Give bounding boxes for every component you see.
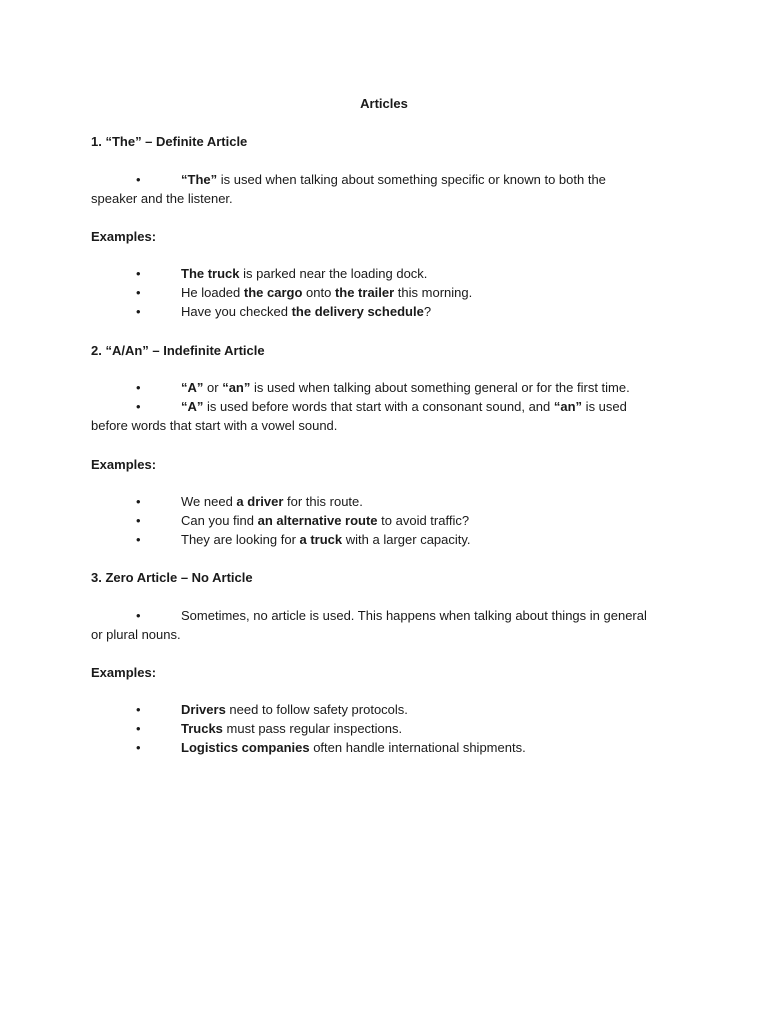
bullet-icon: • <box>136 266 141 281</box>
bullet-icon: • <box>136 513 141 528</box>
section-3-rule: • Sometimes, no article is used. This happens when talking about things in general or plural nouns. <box>91 608 647 642</box>
bullet-icon: • <box>136 608 141 623</box>
document-page: Articles 1. “The” – Definite Article • “The” is used when talking about something specific or known to both the speaker and the listener. Examples: • The truck is parked near the loading dock. • He loaded the cargo onto the trailer this morning. • Have you checked the delivery schedule? 2. “A/An” – Indefinite Article • “A” or “an” is used when talking about something general or for the first time. • “A” is used before words that start with a consonant sound, and “an” is used before words that start with a vowel sound. Examples: • We need a driver for this route. • Can you find an alternative route to avoid traffic? • They are looking for a truck with a larger capacity. 3. Zero Article – No Article • Sometimes, no article is used. This happens when talking about things in general or plural nouns. Examples: • Drivers need to follow safety protocols. • Trucks must pass regular inspections. • Logistics companies often handle international shipments. <box>0 0 768 1024</box>
bullet-icon: • <box>136 702 141 717</box>
bullet-icon: • <box>136 172 141 187</box>
section-1-examples-label: Examples: <box>91 229 157 244</box>
bullet-icon: • <box>136 304 141 319</box>
section-2-rule-1: • “A” or “an” is used when talking about something general or for the first time. <box>136 380 630 395</box>
section-3-heading: 3. Zero Article – No Article <box>91 570 253 585</box>
bullet-icon: • <box>136 380 141 395</box>
section-2-rule-2: • “A” is used before words that start with a consonant sound, and “an” is used before words that start with a vowel sound. <box>91 399 627 433</box>
bullet-icon: • <box>136 721 141 736</box>
bullet-icon: • <box>136 532 141 547</box>
bullet-icon: • <box>136 285 141 300</box>
section-1-rule: • “The” is used when talking about something specific or known to both the speaker and the listener. <box>91 172 606 206</box>
bullet-icon: • <box>136 399 141 414</box>
section-3-examples-label: Examples: <box>91 665 157 680</box>
section-2-heading: 2. “A/An” – Indefinite Article <box>91 343 265 358</box>
document-title: Articles <box>360 96 408 111</box>
section-1-heading: 1. “The” – Definite Article <box>91 134 248 149</box>
bullet-icon: • <box>136 494 141 509</box>
bullet-icon: • <box>136 740 141 755</box>
section-2-examples-label: Examples: <box>91 457 157 472</box>
